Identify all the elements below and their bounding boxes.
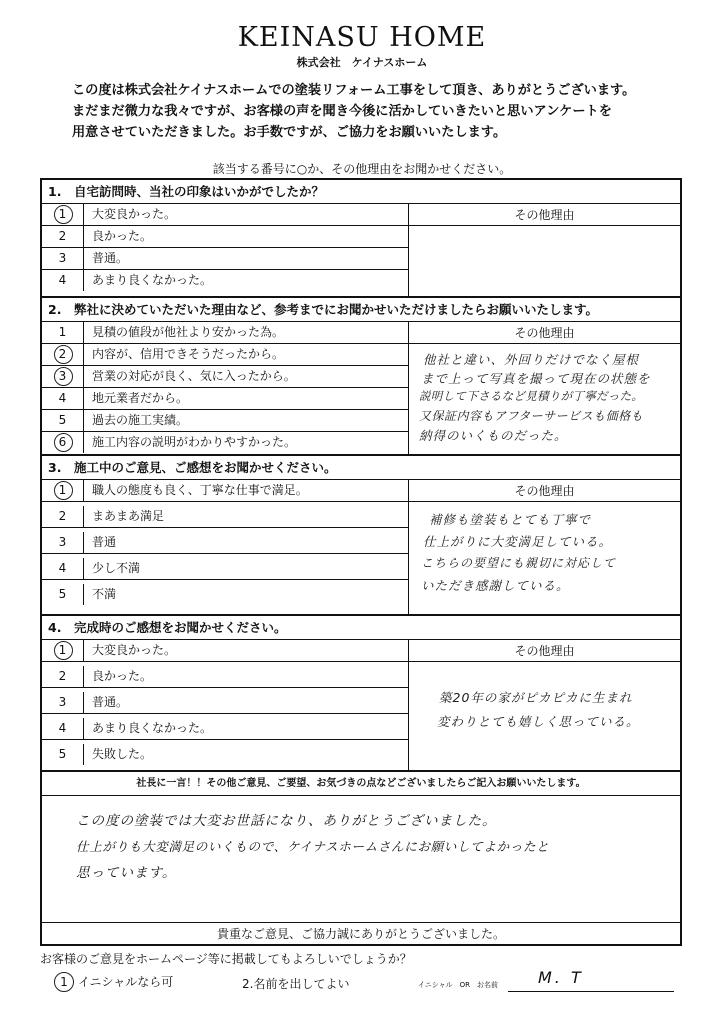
other-reason-label: その他理由 <box>409 322 680 344</box>
option-row[interactable] <box>42 322 408 344</box>
section-title: 3. 施工中のご意見、ご感想をお聞かせください。 <box>42 456 680 480</box>
option-number: 5 <box>42 584 84 605</box>
comment-box[interactable] <box>76 808 549 886</box>
instruction: 該当する番号に○か、その他理由をお聞かせください。 <box>212 162 512 176</box>
option-text: 少し不満 <box>92 561 141 575</box>
option-number: 5 <box>42 744 84 765</box>
option-text: 失敗した。 <box>92 747 153 761</box>
handwritten-reason: いただき感謝している。 <box>421 578 570 593</box>
option-row[interactable] <box>42 532 408 554</box>
other-reason-box[interactable] <box>408 640 680 770</box>
handwritten-reason: こちらの要望にも親切に対応して <box>421 556 617 570</box>
option-row[interactable] <box>42 718 408 740</box>
section-1 <box>42 180 680 298</box>
name-label: イニシャル OR お名前 <box>418 981 498 989</box>
intro-text <box>72 80 672 143</box>
option-number: 3 <box>42 692 84 713</box>
option-text: 施工内容の説明がわかりやすかった。 <box>92 435 297 449</box>
handwritten-reason: 又保証内容もアフターサービスも価格も <box>419 409 644 423</box>
option-text: 不満 <box>92 587 117 601</box>
option-number: 2 <box>42 226 84 247</box>
handwritten-comment: この度の塗装では大変お世話になり、ありがとうございました。 <box>76 813 497 829</box>
handwritten-name: M. T <box>538 968 584 987</box>
option-number: 4 <box>42 558 84 579</box>
name-field[interactable] <box>508 968 674 992</box>
option-text: あまり良くなかった。 <box>92 273 213 287</box>
company-name: 株式会社 ケイナスホーム <box>296 56 428 69</box>
section-title: 2. 弊社に決めていただいた理由など、参考までにお聞かせいただけましたらお願いいたします。 <box>42 298 680 322</box>
option-text: 職人の態度も良く、丁寧な仕事で満足。 <box>92 483 308 497</box>
option-number: 5 <box>42 410 84 431</box>
other-reason-label: その他理由 <box>409 640 680 662</box>
option-text: イニシャルなら可 <box>78 975 174 989</box>
option-number: 4 <box>42 270 84 291</box>
section-title: 4. 完成時のご感想をお聞かせください。 <box>42 616 680 640</box>
option-row[interactable] <box>42 204 408 226</box>
option-text: 良かった。 <box>92 229 153 243</box>
option-text: 内容が、信用できそうだったから。 <box>92 347 285 361</box>
option-row[interactable] <box>42 666 408 688</box>
consent-option-name[interactable]: 2.名前を出してよい <box>242 977 350 991</box>
intro-line: 用意させていただきました。お手数ですが、ご協力をお願いいたします。 <box>72 125 507 140</box>
section-4 <box>42 616 680 772</box>
other-reason-box[interactable] <box>408 204 680 296</box>
handwritten-reason: 他社と違い、外回りだけでなく屋根 <box>423 352 640 367</box>
section-title: 1. 自宅訪問時、当社の印象はいかがでしたか？ <box>42 180 680 204</box>
option-row[interactable] <box>42 480 408 502</box>
option-row[interactable] <box>42 744 408 766</box>
option-text: 営業の対応が良く、気に入ったから。 <box>92 369 296 383</box>
option-number: 1 <box>42 480 84 501</box>
option-text: 地元業者だから。 <box>92 391 189 405</box>
intro-line: まだまだ微力な我々ですが、お客様の声を聞き今後に活かしていきたいと思いアンケートを <box>72 104 612 119</box>
option-number: 3 <box>42 366 84 387</box>
option-text: 普通。 <box>92 695 129 709</box>
option-text: 普通 <box>92 535 117 549</box>
other-reason-box[interactable] <box>408 480 680 614</box>
option-row[interactable] <box>42 640 408 662</box>
option-number: 3 <box>42 532 84 553</box>
option-row[interactable] <box>42 248 408 270</box>
handwritten-reason: 仕上がりに大変満足している。 <box>423 534 613 549</box>
handwritten-reason: 説明して下さるなど見積りが丁寧だった。 <box>419 389 644 403</box>
option-text: 見積の値段が他社より安かった為。 <box>92 325 285 339</box>
consent-question: お客様のご意見をホームページ等に掲載してもよろしいでしょうか？ <box>40 952 412 966</box>
option-row[interactable] <box>42 506 408 528</box>
option-number: 4 <box>42 718 84 739</box>
option-text: 過去の施工実績。 <box>92 413 189 427</box>
handwritten-reason: 築20年の家がピカピカに生まれ <box>439 690 633 705</box>
section-3 <box>42 456 680 616</box>
option-number: 1 <box>42 322 84 343</box>
option-text: 良かった。 <box>92 669 153 683</box>
option-text: あまり良くなかった。 <box>92 721 213 735</box>
option-row[interactable] <box>42 226 408 248</box>
handwritten-comment: 思っています。 <box>76 865 177 881</box>
intro-line: この度は株式会社ケイナスホームでの塗装リフォーム工事をして頂き、ありがとうございます。 <box>72 83 636 98</box>
option-number: 2 <box>42 506 84 527</box>
brand-title: KEINASU HOME <box>237 22 487 53</box>
thanks-message: 貴重なご意見、ご協力誠にありがとうございました。 <box>42 922 680 944</box>
option-row[interactable] <box>42 388 408 410</box>
option-row[interactable] <box>42 432 408 454</box>
consent-option-initials[interactable] <box>54 972 173 992</box>
option-number: 1 <box>42 640 84 661</box>
option-row[interactable] <box>42 344 408 366</box>
option-number: 1 <box>42 204 84 225</box>
other-reason-label: その他理由 <box>409 480 680 502</box>
option-row[interactable] <box>42 692 408 714</box>
comment-title: 社長に一言！！その他ご意見、ご要望、お気づきの点などございましたらご記入お願いいたします。 <box>42 772 680 796</box>
handwritten-reason: 納得のいくものだった。 <box>419 428 568 443</box>
option-row[interactable] <box>42 584 408 606</box>
option-text: 大変良かった。 <box>92 643 177 657</box>
other-reason-label: その他理由 <box>409 204 680 226</box>
option-text: 大変良かった。 <box>92 207 177 221</box>
option-number: 3 <box>42 248 84 269</box>
option-row[interactable] <box>42 366 408 388</box>
option-text: 普通。 <box>92 251 129 265</box>
option-number: 2 <box>42 666 84 687</box>
handwritten-comment: 仕上がりも大変満足のいくもので、ケイナスホームさんにお願いしてよかったと <box>76 839 550 854</box>
option-row[interactable] <box>42 270 408 292</box>
section-2 <box>42 298 680 456</box>
option-number: 4 <box>42 388 84 409</box>
circled-mark: 1 <box>54 972 74 992</box>
handwritten-reason: まで上って写真を撮って現在の状態を <box>421 371 651 386</box>
option-text: まあまあ満足 <box>92 509 165 523</box>
other-reason-box[interactable] <box>408 322 680 454</box>
handwritten-reason: 補修も塗装もとても丁寧で <box>429 512 592 527</box>
option-row[interactable] <box>42 410 408 432</box>
option-number: 6 <box>42 432 84 453</box>
handwritten-reason: 変わりとても嬉しく思っている。 <box>437 714 640 729</box>
option-number: 2 <box>42 344 84 365</box>
option-row[interactable] <box>42 558 408 580</box>
survey-form <box>40 178 682 946</box>
